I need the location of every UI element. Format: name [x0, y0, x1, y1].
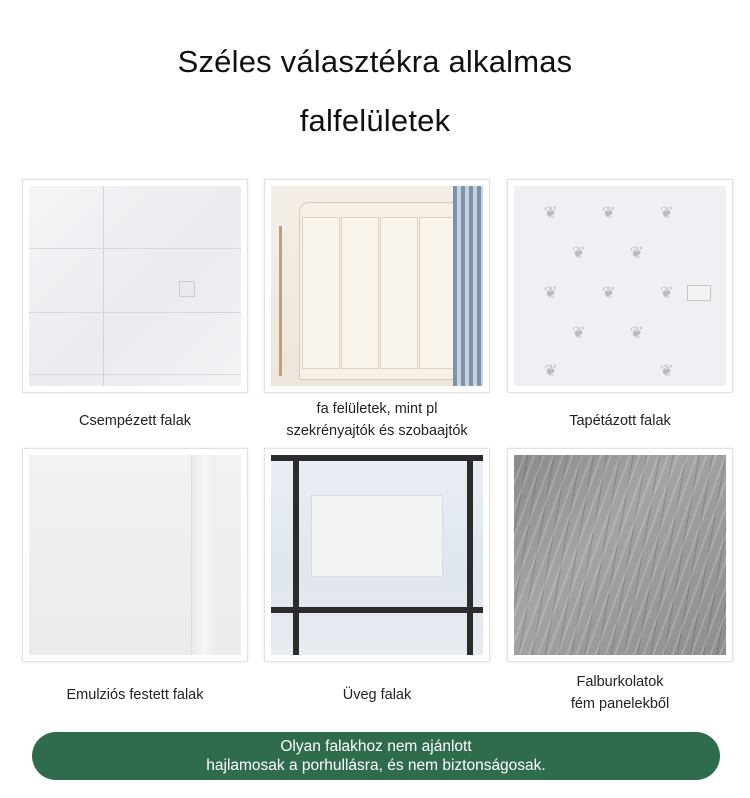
banner-line-2: hajlamosak a porhullásra, és nem biztonságosak.: [206, 757, 546, 774]
curtain-shape: [453, 186, 483, 386]
glass-wall-image: [271, 455, 483, 655]
painted-wall-image: [29, 455, 241, 655]
caption-tiled-walls: [22, 410, 248, 432]
caption-text-line-2: szekrényajtók és szobaajtók: [286, 423, 468, 439]
coat-rack-icon: [279, 226, 282, 376]
caption-text: Emulziós festett falak: [66, 687, 204, 703]
caption-text-line-2: fém panelekből: [570, 696, 670, 712]
wardrobe-shape: [299, 202, 459, 380]
wardrobe-image: [271, 186, 483, 386]
caption-metal-panels: [507, 671, 733, 715]
card-metal-panels: [507, 448, 733, 662]
banner-line-1: Olyan falakhoz nem ajánlott: [280, 738, 472, 755]
title-line-1: Széles választékra alkalmas: [177, 44, 573, 79]
tiled-wall-image: [29, 186, 241, 386]
caption-text: Tapétázott falak: [569, 413, 671, 429]
card-wood-surfaces: [264, 179, 490, 393]
light-switch-icon: [179, 281, 195, 297]
caption-text: Csempézett falak: [78, 413, 192, 429]
wallpaper-image: ❦ ❦ ❦ ❦ ❦ ❦ ❦ ❦ ❦ ❦ ❦ ❦: [514, 186, 726, 386]
caption-text: Üveg falak: [342, 687, 412, 703]
metal-panel-image: [514, 455, 726, 655]
warning-banner: [32, 732, 720, 780]
title-line-2: falfelületek: [299, 103, 451, 138]
card-painted-walls: [22, 448, 248, 662]
card-glass-walls: [264, 448, 490, 662]
card-tiled-walls: [22, 179, 248, 393]
light-switch-icon: [687, 285, 711, 301]
caption-painted-walls: [22, 684, 248, 706]
caption-wood-surfaces: [264, 398, 490, 442]
caption-wallpapered-walls: [507, 410, 733, 432]
caption-text-line-1: Falburkolatok: [576, 674, 664, 690]
caption-text-line-1: fa felületek, mint pl: [316, 401, 438, 417]
card-wallpapered-walls: [507, 179, 733, 393]
caption-glass-walls: [264, 684, 490, 706]
